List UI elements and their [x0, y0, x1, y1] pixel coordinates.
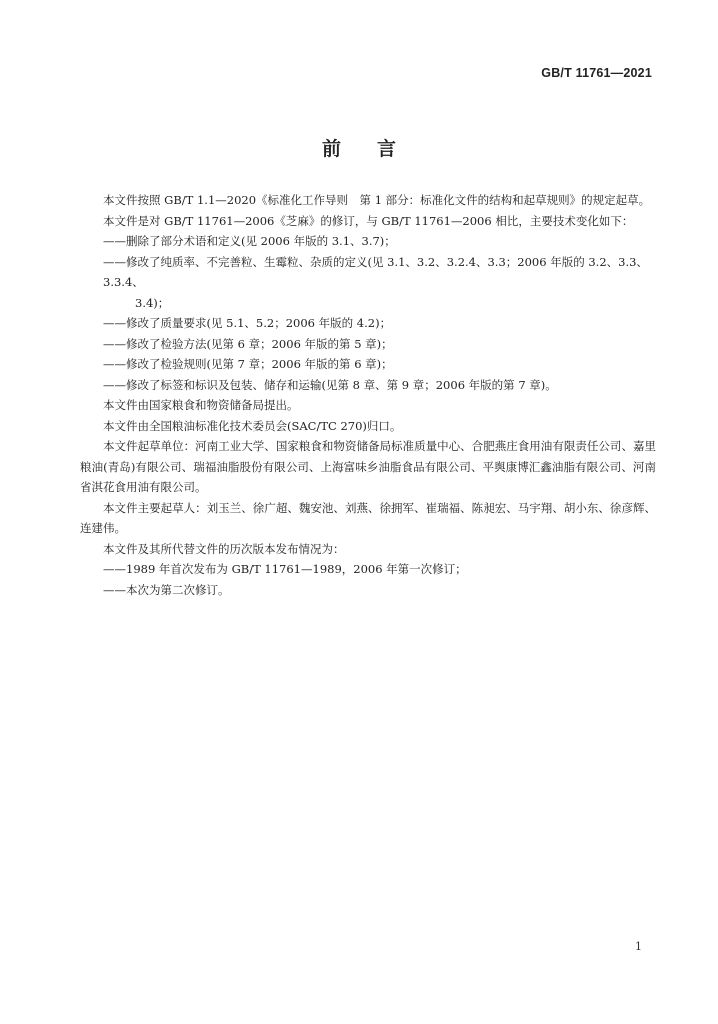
change-item: ——修改了检验规则(见第 7 章；2006 年版的第 6 章)；	[103, 357, 393, 371]
drafting-rules-paragraph: 本文件按照 GB/T 1.1—2020《标准化工作导则 第 1 部分：标准化文件的结构和起草规则》的规定起草。	[103, 193, 651, 207]
change-item: ——修改了检验方法(见第 6 章；2006 年版的第 5 章)；	[103, 336, 393, 351]
committee-paragraph: 本文件由全国粮油标准化技术委员会(SAC/TC 270)归口。	[103, 418, 402, 433]
change-item-continuation: 3.4)；	[135, 295, 170, 310]
drafting-units-paragraph: 本文件起草单位：河南工业大学、国家粮食和物资储备局标准质量中心、合肥燕庄食用油有限责任公司、嘉里粮油(青岛)有限公司、瑞福油脂股份有限公司、上海富味乡油脂食品有限公司、平舆康博汇鑫油脂有限公司、河南省淇花食用油有限公司。	[80, 439, 656, 494]
change-item: ——修改了标签和标识及包装、储存和运输(见第 8 章、第 9 章；2006 年版的第 7 章)。	[103, 377, 557, 392]
history-item: ——本次为第二次修订。	[103, 582, 230, 597]
history-item: ——1989 年首次发布为 GB/T 11761—1989，2006 年第一次修订；	[103, 562, 467, 576]
page-number: 1	[635, 940, 642, 953]
standard-code: GB/T 11761—2021	[541, 66, 652, 80]
page-title: 前言	[321, 138, 432, 160]
foreword-body	[80, 190, 656, 600]
revision-intro-paragraph: 本文件是对 GB/T 11761—2006《芝麻》的修订，与 GB/T 11761—2006 相比，主要技术变化如下：	[103, 213, 634, 228]
history-intro-paragraph: 本文件及其所代替文件的历次版本发布情况为：	[103, 541, 345, 556]
change-item: ——修改了纯质率、不完善粒、生霉粒、杂质的定义(见 3.1、3.2、3.2.4、3.3；2006 年版的 3.2、3.3、3.3.4、	[103, 254, 648, 289]
change-item: ——删除了部分术语和定义(见 2006 年版的 3.1、3.7)；	[103, 234, 396, 248]
change-item: ——修改了质量要求(见 5.1、5.2；2006 年版的 4.2)；	[103, 316, 392, 330]
drafters-paragraph: 本文件主要起草人：刘玉兰、徐广超、魏安池、刘燕、徐拥军、崔瑞福、陈昶宏、马宇翔、胡小东、徐彦辉、连建伟。	[80, 500, 656, 535]
proposer-paragraph: 本文件由国家粮食和物资储备局提出。	[103, 398, 299, 412]
